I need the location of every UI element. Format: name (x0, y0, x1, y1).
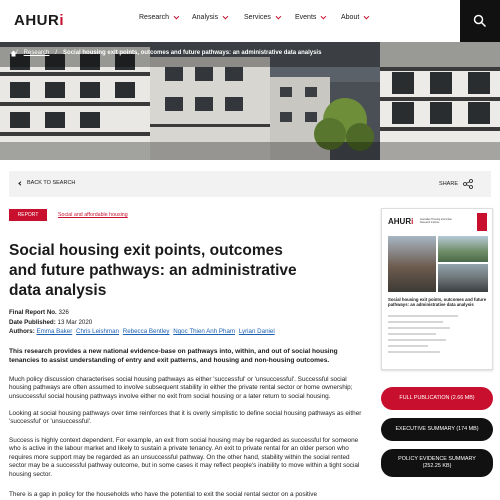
report-tag: REPORT (9, 209, 47, 221)
cover-flag (477, 213, 487, 231)
date-published-label: Date Published: (9, 318, 56, 326)
body-paragraph: Much policy discussion characterises social housing pathways as either 'successful' or 'unsuccessful'. Successful social housing pathways are often assumed to involve subsequent stability in either the private rental sector or home ownership; unsuccessful social housing pathways involve either no exit from social housing or a later return to social housing. (9, 376, 353, 400)
share-icon (463, 179, 473, 189)
author-link[interactable]: Lyrian Daniel (238, 328, 275, 335)
body-paragraph: There is a gap in policy for the households who have the potential to exit the social rental sector on a positive (9, 491, 317, 498)
nav-research-label: Research (139, 14, 169, 21)
apartment-buildings-image (0, 42, 500, 160)
policy-evidence-summary-button[interactable] (381, 449, 493, 477)
cover-subtitle: Australian Housing and Urban Research Institute (420, 218, 452, 224)
author-link[interactable]: Ngoc Thien Anh Pham (173, 328, 236, 335)
back-to-search-link[interactable] (19, 180, 75, 186)
lead-paragraph: This research provides a new national evidence-base on pathways into, within, and out of social housing tenancies to assist understanding of entry and exit patterns, and housing and non-housing outcomes. (9, 348, 338, 364)
nav-events-label: Events (295, 14, 317, 21)
nav-research[interactable] (139, 14, 177, 21)
back-bar (9, 171, 491, 197)
policy-evidence-line1: POLICY EVIDENCE SUMMARY (398, 456, 476, 462)
logo-text: AHUR (14, 12, 60, 29)
authors-row (9, 327, 277, 337)
ahuri-logo[interactable] (14, 12, 64, 29)
chevron-down-icon (223, 13, 229, 19)
back-to-search-label: BACK TO SEARCH (27, 180, 76, 186)
home-icon[interactable] (10, 50, 17, 57)
breadcrumb (10, 50, 321, 56)
policy-evidence-line2: (252.25 KB) (422, 463, 452, 469)
policy-evidence-label (398, 456, 476, 470)
breadcrumb-separator: / (16, 50, 18, 56)
cover-photo (438, 236, 488, 262)
report-meta (9, 308, 277, 337)
breadcrumb-research[interactable]: Research (23, 50, 50, 56)
nav-services-label: Services (244, 14, 271, 21)
cover-logo (388, 217, 413, 226)
nav-analysis[interactable] (192, 14, 226, 21)
nav-about-label: About (341, 14, 360, 21)
nav-analysis-label: Analysis (192, 14, 219, 21)
site-header (0, 0, 500, 42)
breadcrumb-current: Social housing exit points, outcomes and future pathways: an administrative data analysis (63, 50, 322, 56)
share-button[interactable] (439, 179, 473, 189)
author-link[interactable]: Emma Baker (36, 328, 73, 335)
full-publication-button[interactable]: FULL PUBLICATION (2.66 MB) (381, 387, 493, 410)
chevron-down-icon (364, 13, 370, 19)
hero-image (0, 42, 500, 160)
cover-text-lines (388, 315, 488, 357)
author-link[interactable]: Rebecca Bentley (122, 328, 170, 335)
breadcrumb-separator: / (55, 50, 58, 56)
report-number-value: 326 (58, 309, 69, 316)
body-paragraph: Success is highly context dependent. For example, an exit from social housing may be regarded as successful for someone who is active in the labour market and likely to sustain a private tenancy. An exit to private rental for an older person who requires more support may be regarded as an unsuccessful pathway. On the other hand, stability within the social rented sector may be a successful pathway outcome, but in some cases it may reflect people's inability to move within a tight social housing sector. (9, 437, 360, 478)
chevron-left-icon (18, 181, 22, 185)
share-label: SHARE (439, 181, 458, 187)
page-title: Social housing exit points, outcomes and future pathways: an administrative data analysis (9, 242, 297, 299)
chevron-down-icon (174, 13, 180, 19)
chevron-down-icon (321, 13, 327, 19)
report-number-row (9, 308, 277, 318)
topic-link[interactable]: Social and affordable housing (58, 212, 128, 218)
date-published-row (9, 318, 277, 328)
nav-services[interactable] (244, 14, 279, 21)
cover-logo-accent: i (411, 217, 414, 226)
nav-about[interactable] (341, 14, 367, 21)
chevron-down-icon (275, 13, 281, 19)
body-paragraph: Looking at social housing pathways over time reinforces that it is overly simplistic to define social housing pathways as either 'successful' or 'unsuccessful'. (9, 410, 362, 426)
search-button[interactable] (460, 0, 500, 42)
nav-events[interactable] (295, 14, 324, 21)
cover-title: Social housing exit points, outcomes and future pathways: an administrative data analysis (388, 297, 487, 307)
cover-photo (388, 236, 436, 292)
report-cover-thumbnail[interactable] (381, 208, 493, 370)
authors-label: Authors: (9, 328, 35, 335)
executive-summary-button[interactable]: EXECUTIVE SUMMARY (174 MB) (381, 418, 493, 441)
cover-logo-text: AHUR (388, 217, 412, 226)
search-icon (473, 14, 487, 28)
author-link[interactable]: Chris Leishman (76, 328, 120, 335)
date-published-value: 13 Mar 2020 (57, 318, 93, 326)
logo-accent: i (59, 12, 65, 29)
cover-photo (438, 264, 488, 292)
report-number-label: Final Report No. (9, 309, 57, 316)
